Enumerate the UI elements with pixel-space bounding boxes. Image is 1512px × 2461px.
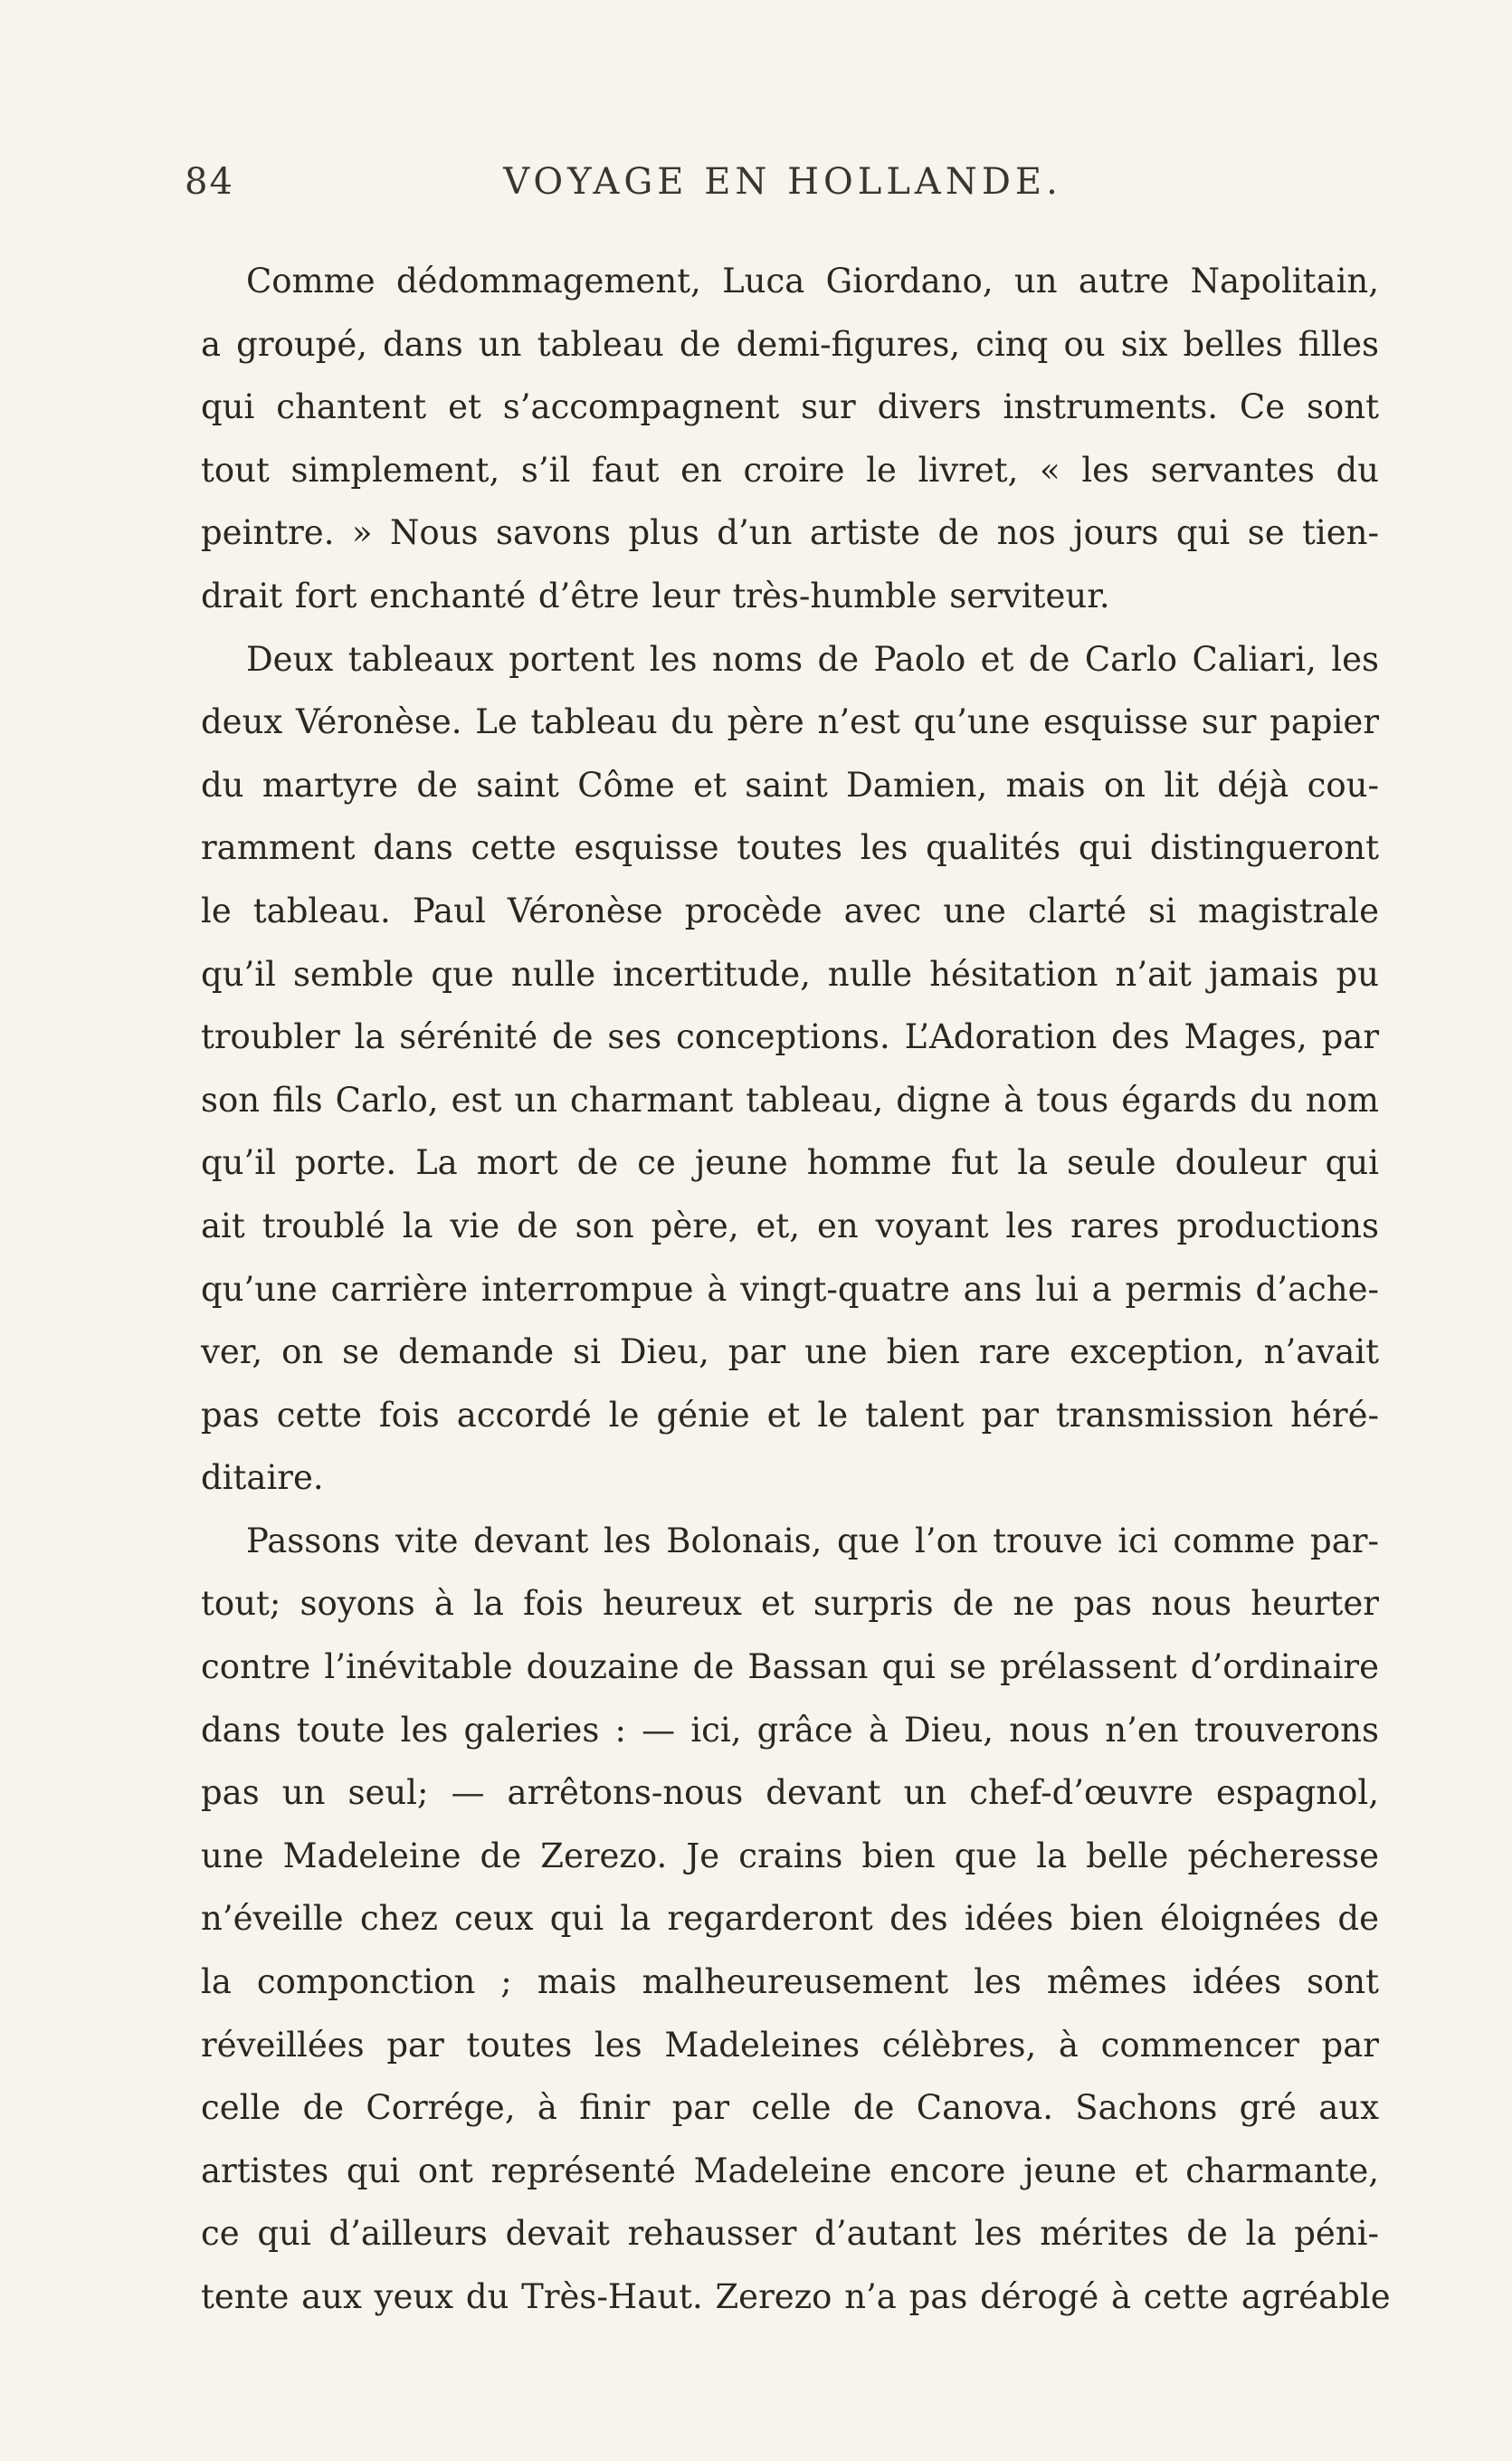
- text-line: artistes qui ont représenté Madeleine encore jeune et charmante,: [201, 2151, 1379, 2190]
- text-line: Passons vite devant les Bolonais, que l’on trouve ici comme par-: [246, 1521, 1379, 1560]
- text-line: son fils Carlo, est un charmant tableau, digne à tous égards du nom: [201, 1080, 1379, 1120]
- text-line: qu’il porte. La mort de ce jeune homme fut la seule douleur qui: [201, 1143, 1379, 1183]
- text-line: ver, on se demande si Dieu, par une bien rare exception, n’avait: [201, 1332, 1379, 1372]
- text-line: du martyre de saint Côme et saint Damien, mais on lit déjà cou-: [201, 765, 1379, 805]
- paragraph: [201, 1510, 1391, 2329]
- paragraph: [201, 628, 1379, 1510]
- text-line: la componction ; mais malheureusement les mêmes idées sont: [201, 1962, 1379, 2002]
- text-line: contre l’inévitable douzaine de Bassan qui se prélassent d’ordinaire: [201, 1647, 1379, 1687]
- text-line: qu’il semble que nulle incertitude, nulle hésitation n’ait jamais pu: [201, 954, 1379, 994]
- page-number: 84: [185, 161, 234, 203]
- text-line: pas cette fois accordé le génie et le talent par transmission héré-: [201, 1395, 1379, 1435]
- text-line: réveillées par toutes les Madeleines célèbres, à commencer par: [201, 2025, 1379, 2065]
- text-line: ramment dans cette esquisse toutes les qualités qui distingueront: [201, 828, 1379, 868]
- text-line: peintre. » Nous savons plus d’un artiste de nos jours qui se tien-: [201, 513, 1379, 553]
- text-line: tout simplement, s’il faut en croire le livret, « les servantes du: [201, 450, 1379, 490]
- text-line: n’éveille chez ceux qui la regarderont des idées bien éloignées de: [201, 1899, 1379, 1939]
- text-line: celle de Corrége, à finir par celle de Canova. Sachons gré aux: [201, 2088, 1379, 2128]
- text-line: qu’une carrière interrompue à vingt-quatre ans lui a permis d’ache-: [201, 1269, 1379, 1309]
- text-line: qui chantent et s’accompagnent sur divers instruments. Ce sont: [201, 387, 1379, 427]
- text-line: dans toute les galeries : — ici, grâce à Dieu, nous n’en trouverons: [201, 1710, 1379, 1750]
- text-line: le tableau. Paul Véronèse procède avec une clarté si magistrale: [201, 891, 1379, 930]
- text-line: ditaire.: [201, 1458, 324, 1498]
- text-line: tout; soyons à la fois heureux et surpris de ne pas nous heurter: [201, 1584, 1379, 1624]
- text-line: pas un seul; — arrêtons-nous devant un chef-d’œuvre espagnol,: [201, 1773, 1379, 1813]
- page-header: [185, 161, 1381, 224]
- text-line: une Madeleine de Zerezo. Je crains bien que la belle pécheresse: [201, 1836, 1379, 1875]
- text-line: Deux tableaux portent les noms de Paolo et de Carlo Caliari, les: [246, 639, 1379, 679]
- body-text: [201, 250, 1391, 2329]
- text-line: Comme dédommagement, Luca Giordano, un autre Napolitain,: [246, 262, 1379, 300]
- text-line: deux Véronèse. Le tableau du père n’est qu’une esquisse sur papier: [201, 702, 1379, 742]
- running-title: VOYAGE EN HOLLANDE.: [503, 161, 1062, 203]
- text-line: drait fort enchanté d’être leur très-humble serviteur.: [201, 576, 1110, 615]
- text-line: tente aux yeux du Très-Haut. Zerezo n’a pas dérogé à cette agréable: [201, 2277, 1391, 2316]
- text-line: a groupé, dans un tableau de demi-figures, cinq ou six belles filles: [201, 324, 1379, 364]
- text-line: troubler la sérénité de ses conceptions. L’Adoration des Mages, par: [201, 1017, 1379, 1057]
- text-line: ce qui d’ailleurs devait rehausser d’autant les mérites de la péni-: [201, 2214, 1379, 2254]
- paragraph: [201, 250, 1379, 628]
- text-line: ait troublé la vie de son père, et, en voyant les rares productions: [201, 1206, 1379, 1245]
